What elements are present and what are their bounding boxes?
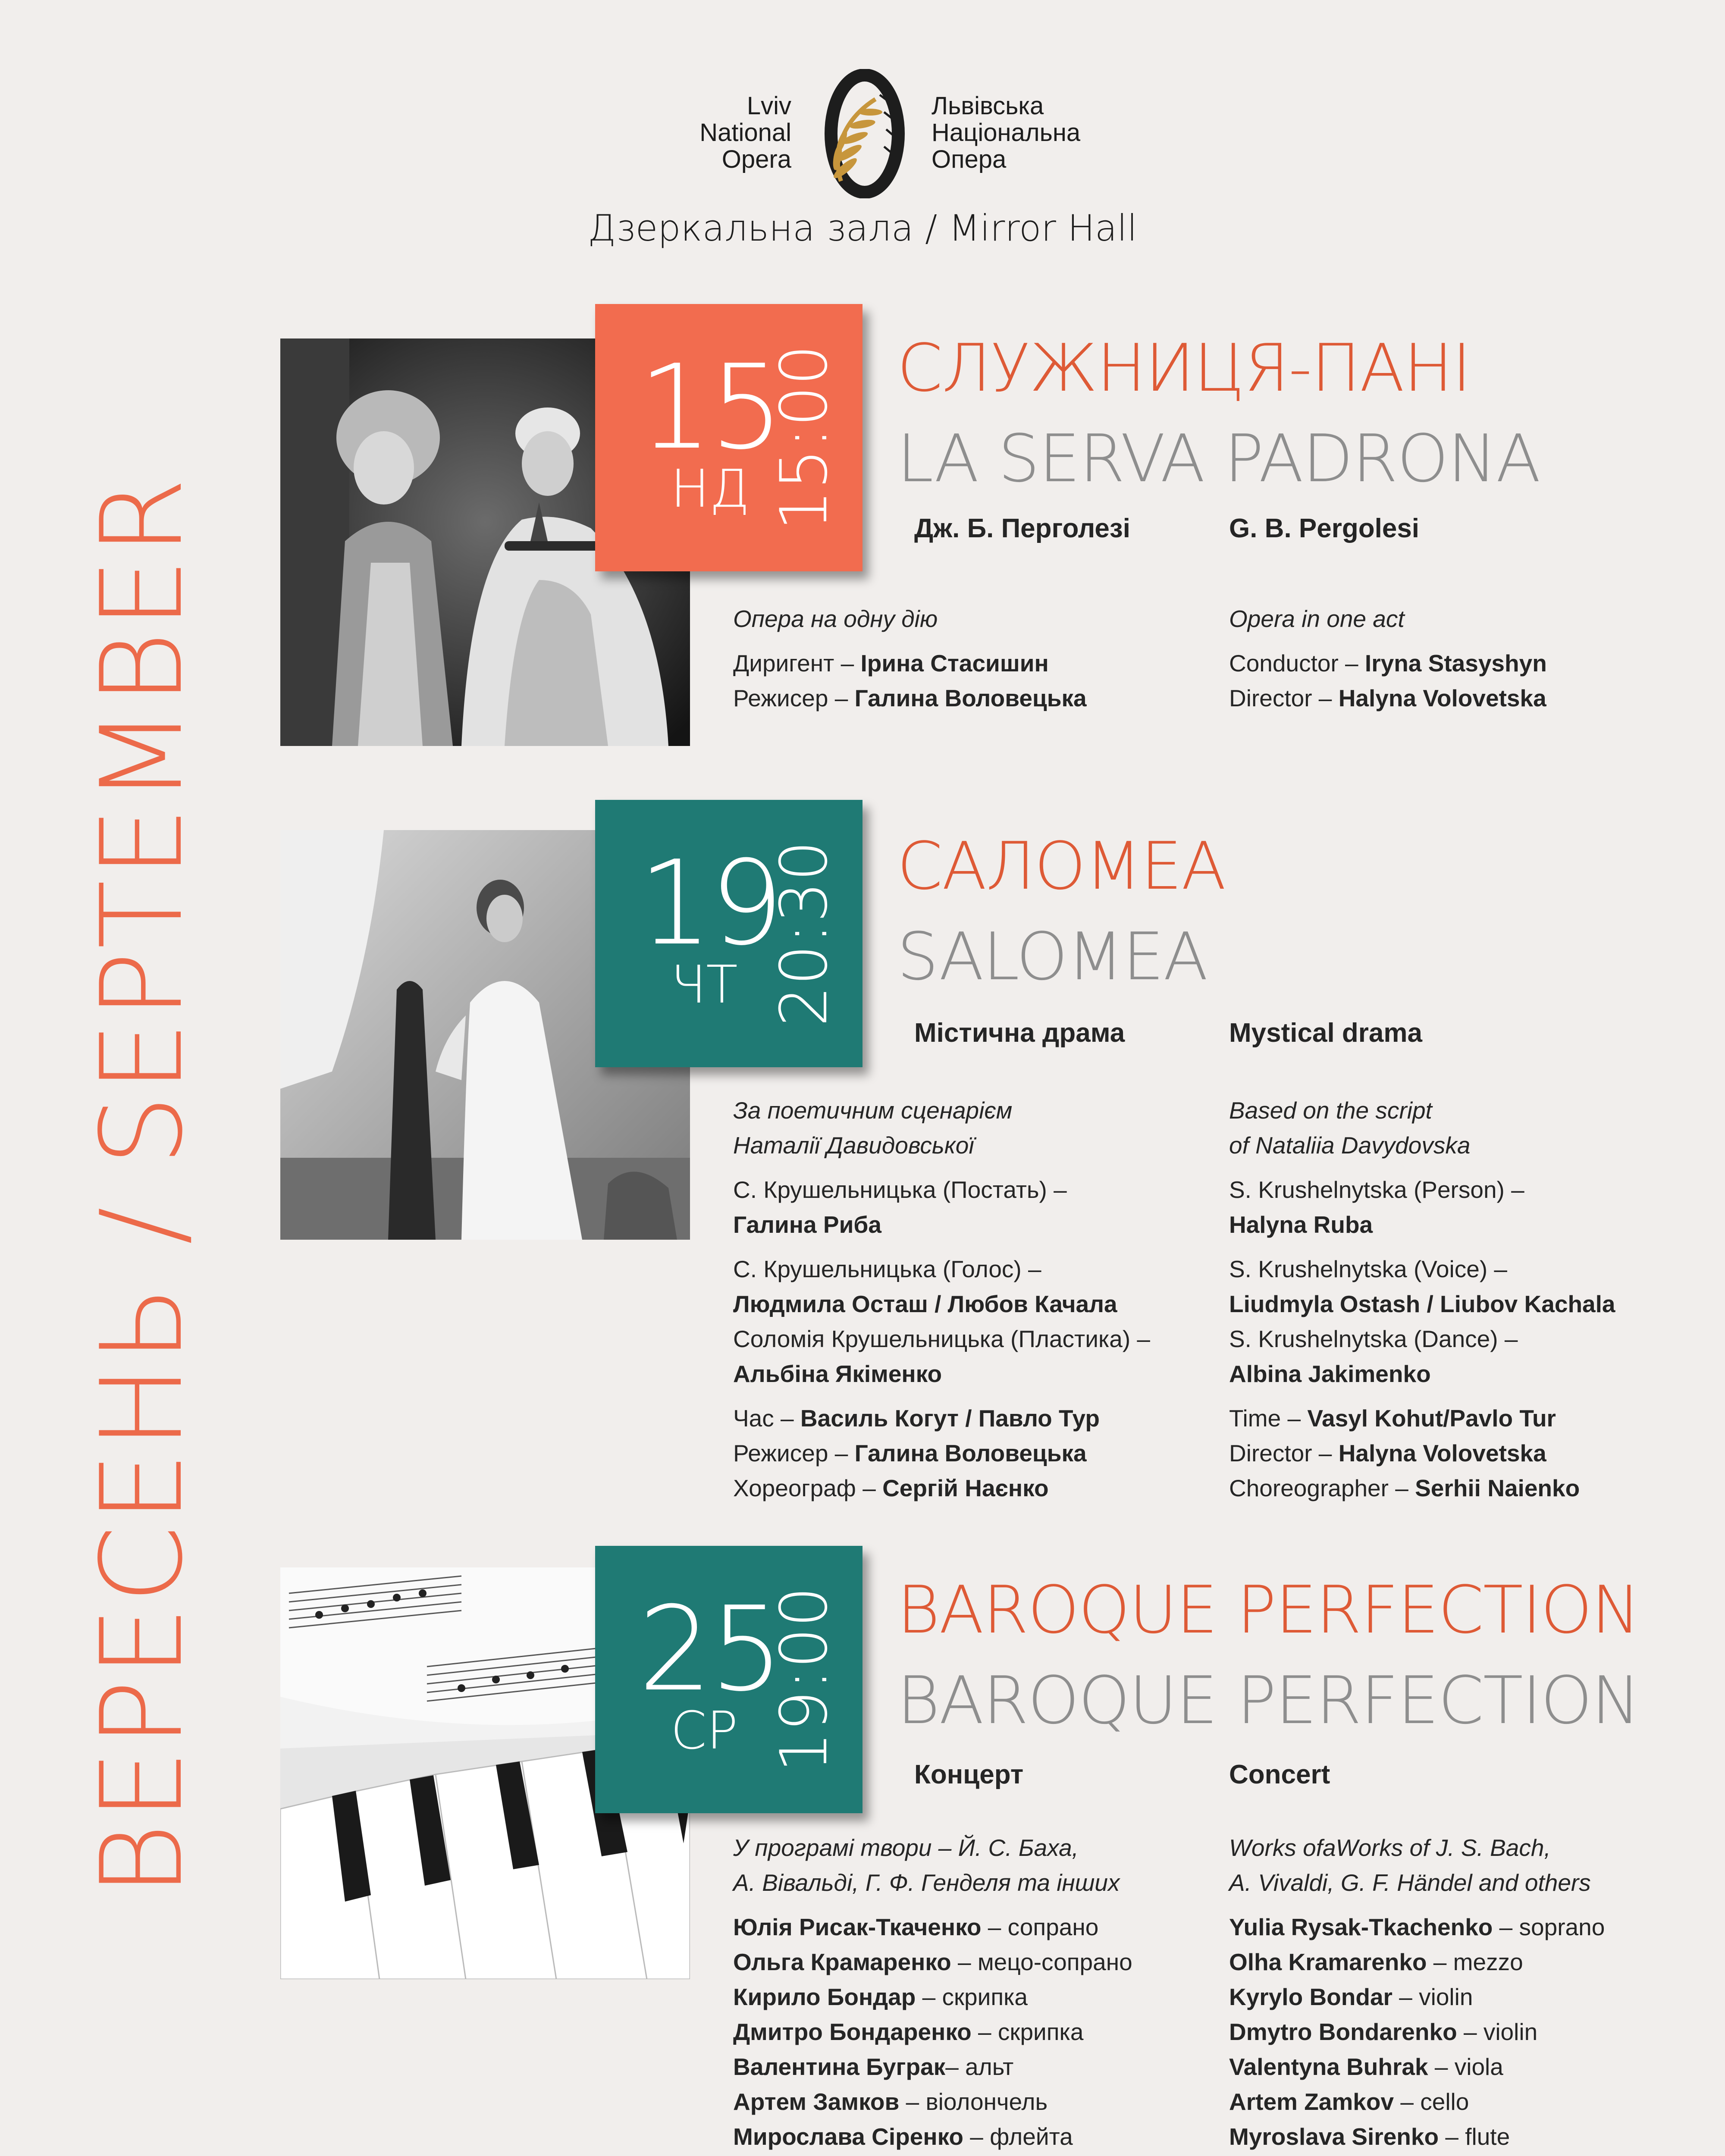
event-2-time: 20:30 — [767, 840, 842, 1027]
logo-text-ua: Львівська Національна Опера — [932, 92, 1081, 173]
event-1-credits-en: Opera in one act Conductor – Iryna Stasyshyn Director – Halyna Volovetska — [1229, 605, 1547, 711]
event-1-details-en — [1229, 511, 1725, 546]
venue-title: Дзеркальна зала / Mirror Hall — [588, 207, 1137, 249]
event-3-weekday: СР — [671, 1701, 738, 1761]
event-1-weekday: НД — [671, 459, 750, 519]
opera-logo — [625, 69, 1143, 198]
event-1-subtitle-en: G. B. Pergolesi — [1229, 514, 1420, 543]
event-3-day: 25 — [638, 1581, 781, 1717]
event-2-details-ua — [914, 1015, 1225, 1050]
event-3-details-ua — [914, 1757, 1225, 1792]
month-label: ВЕРЕСЕНЬ / SEPTEMBER — [77, 475, 207, 1897]
event-2-credits-en: Based on the script of Nataliia Davydovska S. Krushelnytska (Person) – Halyna Ruba S. Krushelnytska (Voice) – Liudmyla Ostash / Liubov Kachala S. Krushelnytska (Dance) – Albina Jakimenko Time – Vasyl Kohut/Pavlo Tur Director – Halyna Volovetska Choreographer – Serhii Naienko — [1229, 1097, 1615, 1501]
event-1-time: 15:00 — [767, 344, 842, 531]
event-3-details-en — [1229, 1757, 1725, 1792]
event-3-subtitle-ua: Концерт — [914, 1760, 1024, 1789]
event-2-subtitle-ua: Містична драма — [914, 1018, 1125, 1048]
event-3-title-ua: BAROQUE PERFECTION — [897, 1572, 1640, 1648]
event-3-datebox — [595, 1546, 862, 1813]
event-2-details-en — [1229, 1015, 1725, 1050]
event-3-title-en: BAROQUE PERFECTION — [897, 1662, 1640, 1739]
event-3-credits-ua: У програмі твори – Й. С. Баха, А. Вівальді, Г. Ф. Генделя та інших Юлія Рисак-Ткаченко – сопрано Ольга Крамаренко – мецо-сопрано Кирило Бондар – скрипка Дмитро Бондаренко – скрипка Валентина Буграк– альт Артем Замков – віолончель Мирослава Сіренко – флейта — [733, 1834, 1132, 2150]
event-1-subtitle-ua: Дж. Б. Перголезі — [914, 514, 1130, 543]
event-1 — [280, 304, 1660, 757]
event-1-credits-ua: Опера на одну дію Диригент – Ірина Стасишин Режисер – Галина Воловецька — [733, 605, 1087, 711]
opera-emblem-icon — [815, 69, 914, 198]
event-1-day: 15 — [638, 339, 781, 475]
logo-text-en: Lviv National Opera — [699, 92, 791, 173]
event-3-subtitle-en: Concert — [1229, 1760, 1330, 1789]
event-2-day: 19 — [638, 835, 781, 971]
event-2-title-en: SALOMEA — [897, 918, 1208, 995]
event-2-weekday: ЧТ — [671, 955, 738, 1015]
event-2-subtitle-en: Mystical drama — [1229, 1018, 1422, 1048]
month-vertical-title — [65, 207, 220, 2156]
event-2-credits-ua: За поетичним сценарієм Наталії Давидовської С. Крушельницька (Постать) – Галина Риба С. Крушельницька (Голос) – Людмила Осташ / Любов Качала Соломія Крушельницька (Пластика) – Альбіна Якіменко Час – Василь Когут / Павло Тур Режисер – Галина Воловецька Хореограф – Сергій Наєнко — [733, 1097, 1151, 1501]
event-3 — [280, 1546, 1660, 2156]
event-1-title-ua: СЛУЖНИЦЯ-ПАНІ — [897, 330, 1471, 406]
event-2 — [280, 800, 1660, 1511]
event-1-details-ua — [914, 511, 1225, 546]
event-3-time: 19:00 — [767, 1586, 842, 1773]
event-2-datebox — [595, 800, 862, 1067]
event-1-datebox — [595, 304, 862, 571]
event-2-title-ua: САЛОМЕА — [897, 828, 1226, 904]
event-1-title-en: LA SERVA PADRONA — [897, 420, 1540, 497]
event-3-credits-en: Works ofaWorks of J. S. Bach, A. Vivaldi, G. F. Händel and others Yulia Rysak-Tkachenko – soprano Olha Kramarenko – mezzo Kyrylo Bondar – violin Dmytro Bondarenko – violin Valentyna Buhrak – viola Artem Zamkov – cello Myroslava Sirenko – flute — [1229, 1834, 1605, 2150]
